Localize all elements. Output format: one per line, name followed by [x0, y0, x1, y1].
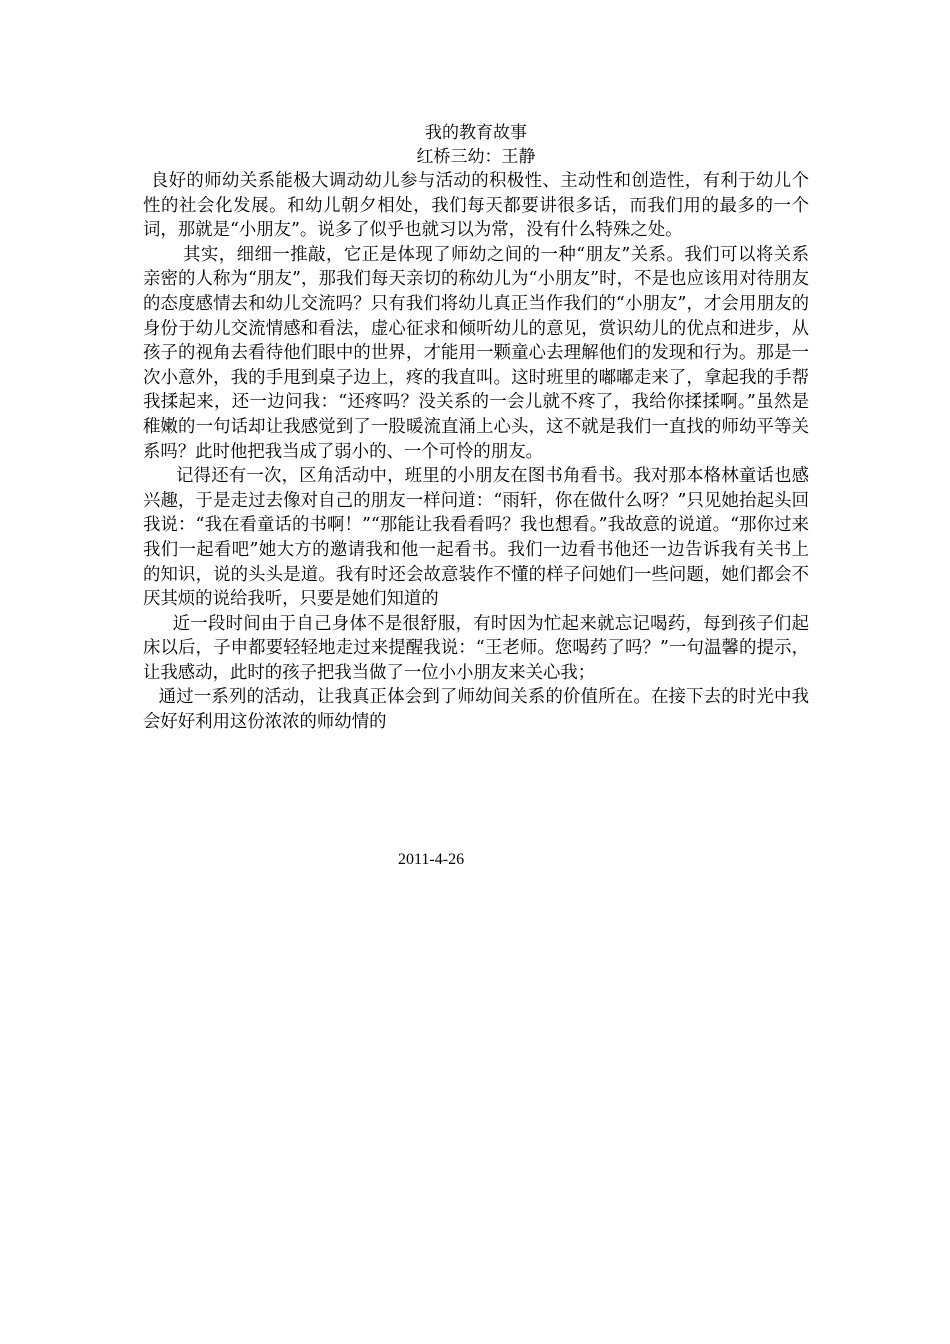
document-author: 红桥三幼：王静 [416, 147, 536, 167]
paragraph-2: 其实，细细一推敲，它正是体现了师幼之间的一种“朋友”关系。我们可以将关系亲密的人称为“朋友”，那我们每天亲切的称幼儿为“小朋友”时，不是也应该用对待朋友的态度感情去和幼儿交流吗？只有我们将幼儿真正当作我们的“小朋友”，才会用朋友的身份于幼儿交流情感和看法，虚心征求和倾听幼儿的意见，赏识幼儿的优点和进步，从孩子的视角去看待他们眼中的世界，才能用一颗童心去理解他们的发现和行为。那是一次小意外，我的手甩到桌子边上，疼的我直叫。这时班里的嘟嘟走来了，拿起我的手帮我揉起来，还一边问我：“还疼吗？没关系的一会儿就不疼了，我给你揉揉啊。”虽然是稚嫩的一句话却让我感觉到了一股暖流直涌上心头，这不就是我们一直找的师幼平等关系吗？此时他把我当成了弱小的、一个可怜的朋友。 [143, 244, 809, 462]
document-body [143, 121, 809, 735]
document-title: 我的教育故事 [425, 123, 527, 143]
paragraph-3: 记得还有一次，区角活动中，班里的小朋友在图书角看书。我对那本格林童话也感兴趣，于是走过去像对自己的朋友一样问道：“雨轩，你在做什么呀？”只见她抬起头回我说：“我在看童话的书啊！”“那能让我看看吗？我也想看。”我故意的说道。“那你过来我们一起看吧”她大方的邀请我和他一起看书。我们一边看书他还一边告诉我有关书上的知识，说的头头是道。我有时还会故意装作不懂的样子问她们一些问题，她们都会不厌其烦的说给我听，只要是她们知道的 [143, 466, 809, 610]
document-date: 2011-4-26 [398, 851, 465, 868]
paragraph-5: 通过一系列的活动，让我真正体会到了师幼间关系的价值所在。在接下去的时光中我会好好利用这份浓浓的师幼情的 [143, 687, 809, 733]
paragraph-1: 良好的师幼关系能极大调动幼儿参与活动的积极性、主动性和创造性，有利于幼儿个性的社会化发展。和幼儿朝夕相处，我们每天都要讲很多话，而我们用的最多的一个词，那就是“小朋友”。说多了似乎也就习以为常，没有什么特殊之处。 [143, 171, 809, 241]
paragraph-4: 近一段时间由于自己身体不是很舒服，有时因为忙起来就忘记喝药，每到孩子们起床以后，子申都要轻轻地走过来提醒我说：“王老师。您喝药了吗？”一句温馨的提示，让我感动，此时的孩子把我当做了一位小小朋友来关心我； [143, 613, 809, 683]
